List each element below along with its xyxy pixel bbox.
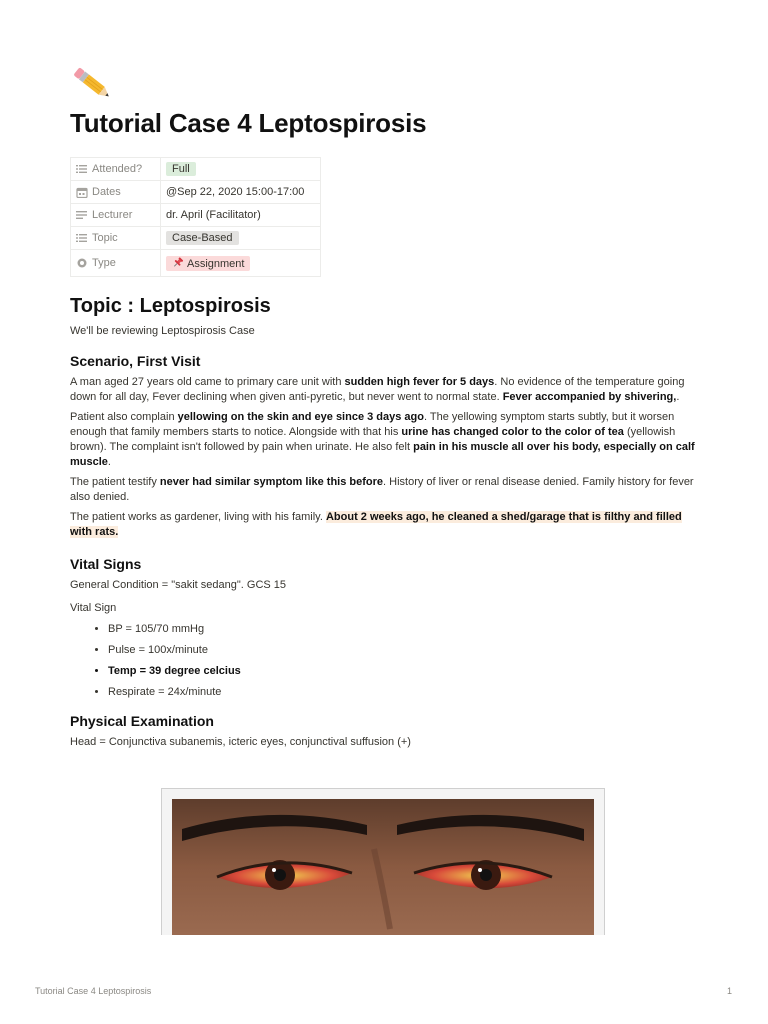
list-icon <box>76 164 88 174</box>
calendar-icon <box>76 187 88 198</box>
general-condition-text: General Condition = "sakit sedang". GCS 15 <box>70 579 287 591</box>
text-lines-icon <box>76 210 88 220</box>
property-key: Topic <box>92 232 118 244</box>
list-item: • Temp = 39 degree celcius <box>108 664 700 678</box>
scenario-paragraph-4: The patient works as gardener, living with his family. About 2 weeks ago, he cleaned a shed/garage that is filthy and filled with rats. <box>70 511 682 538</box>
highlighted-text: About 2 weeks ago, he cleaned a shed/garage that is filthy and filled with rats. <box>70 511 682 538</box>
lecturer-value[interactable]: dr. April (Facilitator) <box>161 204 321 227</box>
properties-table <box>70 157 321 277</box>
target-icon <box>76 257 88 269</box>
physical-exam-heading: Physical Examination <box>70 713 214 729</box>
page-title: Tutorial Case 4 Leptospirosis <box>70 108 427 138</box>
list-item: • Pulse = 100x/minute <box>108 643 700 657</box>
document-page <box>70 64 700 755</box>
eyes-photo <box>161 788 605 935</box>
property-key: Lecturer <box>92 209 133 221</box>
page-number: 1 <box>727 986 733 996</box>
list-icon <box>76 233 88 243</box>
property-key: Attended? <box>92 163 143 175</box>
property-row-attended <box>71 158 321 181</box>
intro-text: We'll be reviewing Leptospirosis Case <box>70 325 255 337</box>
property-row-lecturer <box>71 204 321 227</box>
property-key: Dates <box>92 186 121 198</box>
list-item: • BP = 105/70 mmHg <box>108 622 700 636</box>
vital-signs-heading: Vital Signs <box>70 556 142 572</box>
vital-sign-list <box>70 622 700 699</box>
vital-sign-label: Vital Sign <box>70 602 117 614</box>
dates-value[interactable]: @Sep 22, 2020 15:00-17:00 <box>161 181 321 204</box>
property-row-topic <box>71 227 321 250</box>
head-exam-text: Head = Conjunctiva subanemis, icteric eyes, conjunctival suffusion (+) <box>70 736 411 748</box>
topic-tag[interactable]: Case-Based <box>166 231 239 245</box>
type-tag[interactable] <box>166 256 250 271</box>
type-value: Assignment <box>187 257 245 270</box>
pushpin-icon <box>172 257 184 268</box>
property-row-dates <box>71 181 321 204</box>
topic-heading: Topic : Leptospirosis <box>70 295 271 317</box>
list-item: • Respirate = 24x/minute <box>108 685 700 699</box>
property-row-type <box>71 250 321 277</box>
scenario-paragraph-3: The patient testify never had similar symptom like this before. History of liver or renal disease denied. Family history for fever also denied. <box>70 476 694 503</box>
scenario-heading: Scenario, First Visit <box>70 353 201 369</box>
footer-title: Tutorial Case 4 Leptospirosis <box>35 986 152 996</box>
scenario-paragraph-2: Patient also complain yellowing on the skin and eye since 3 days ago. The yellowing symptom starts subtly, but it worsen enough that family members starts to notice. Alongside with that his urine has changed color to the color of tea (yellowish brown). The complaint isn't followed by pain when urinate. He also felt pain in his muscle all over his body, especially on calf muscle. <box>70 411 695 468</box>
attended-tag[interactable]: Full <box>166 162 196 176</box>
property-key: Type <box>92 256 116 269</box>
scenario-paragraph-1: A man aged 27 years old came to primary care unit with sudden high fever for 5 days. No evidence of the temperature going down for all day, Fever declining when given anti-pyretic, but never went to normal state. Fever accompanied by shivering,. <box>70 376 685 403</box>
pencil-icon <box>70 64 116 104</box>
